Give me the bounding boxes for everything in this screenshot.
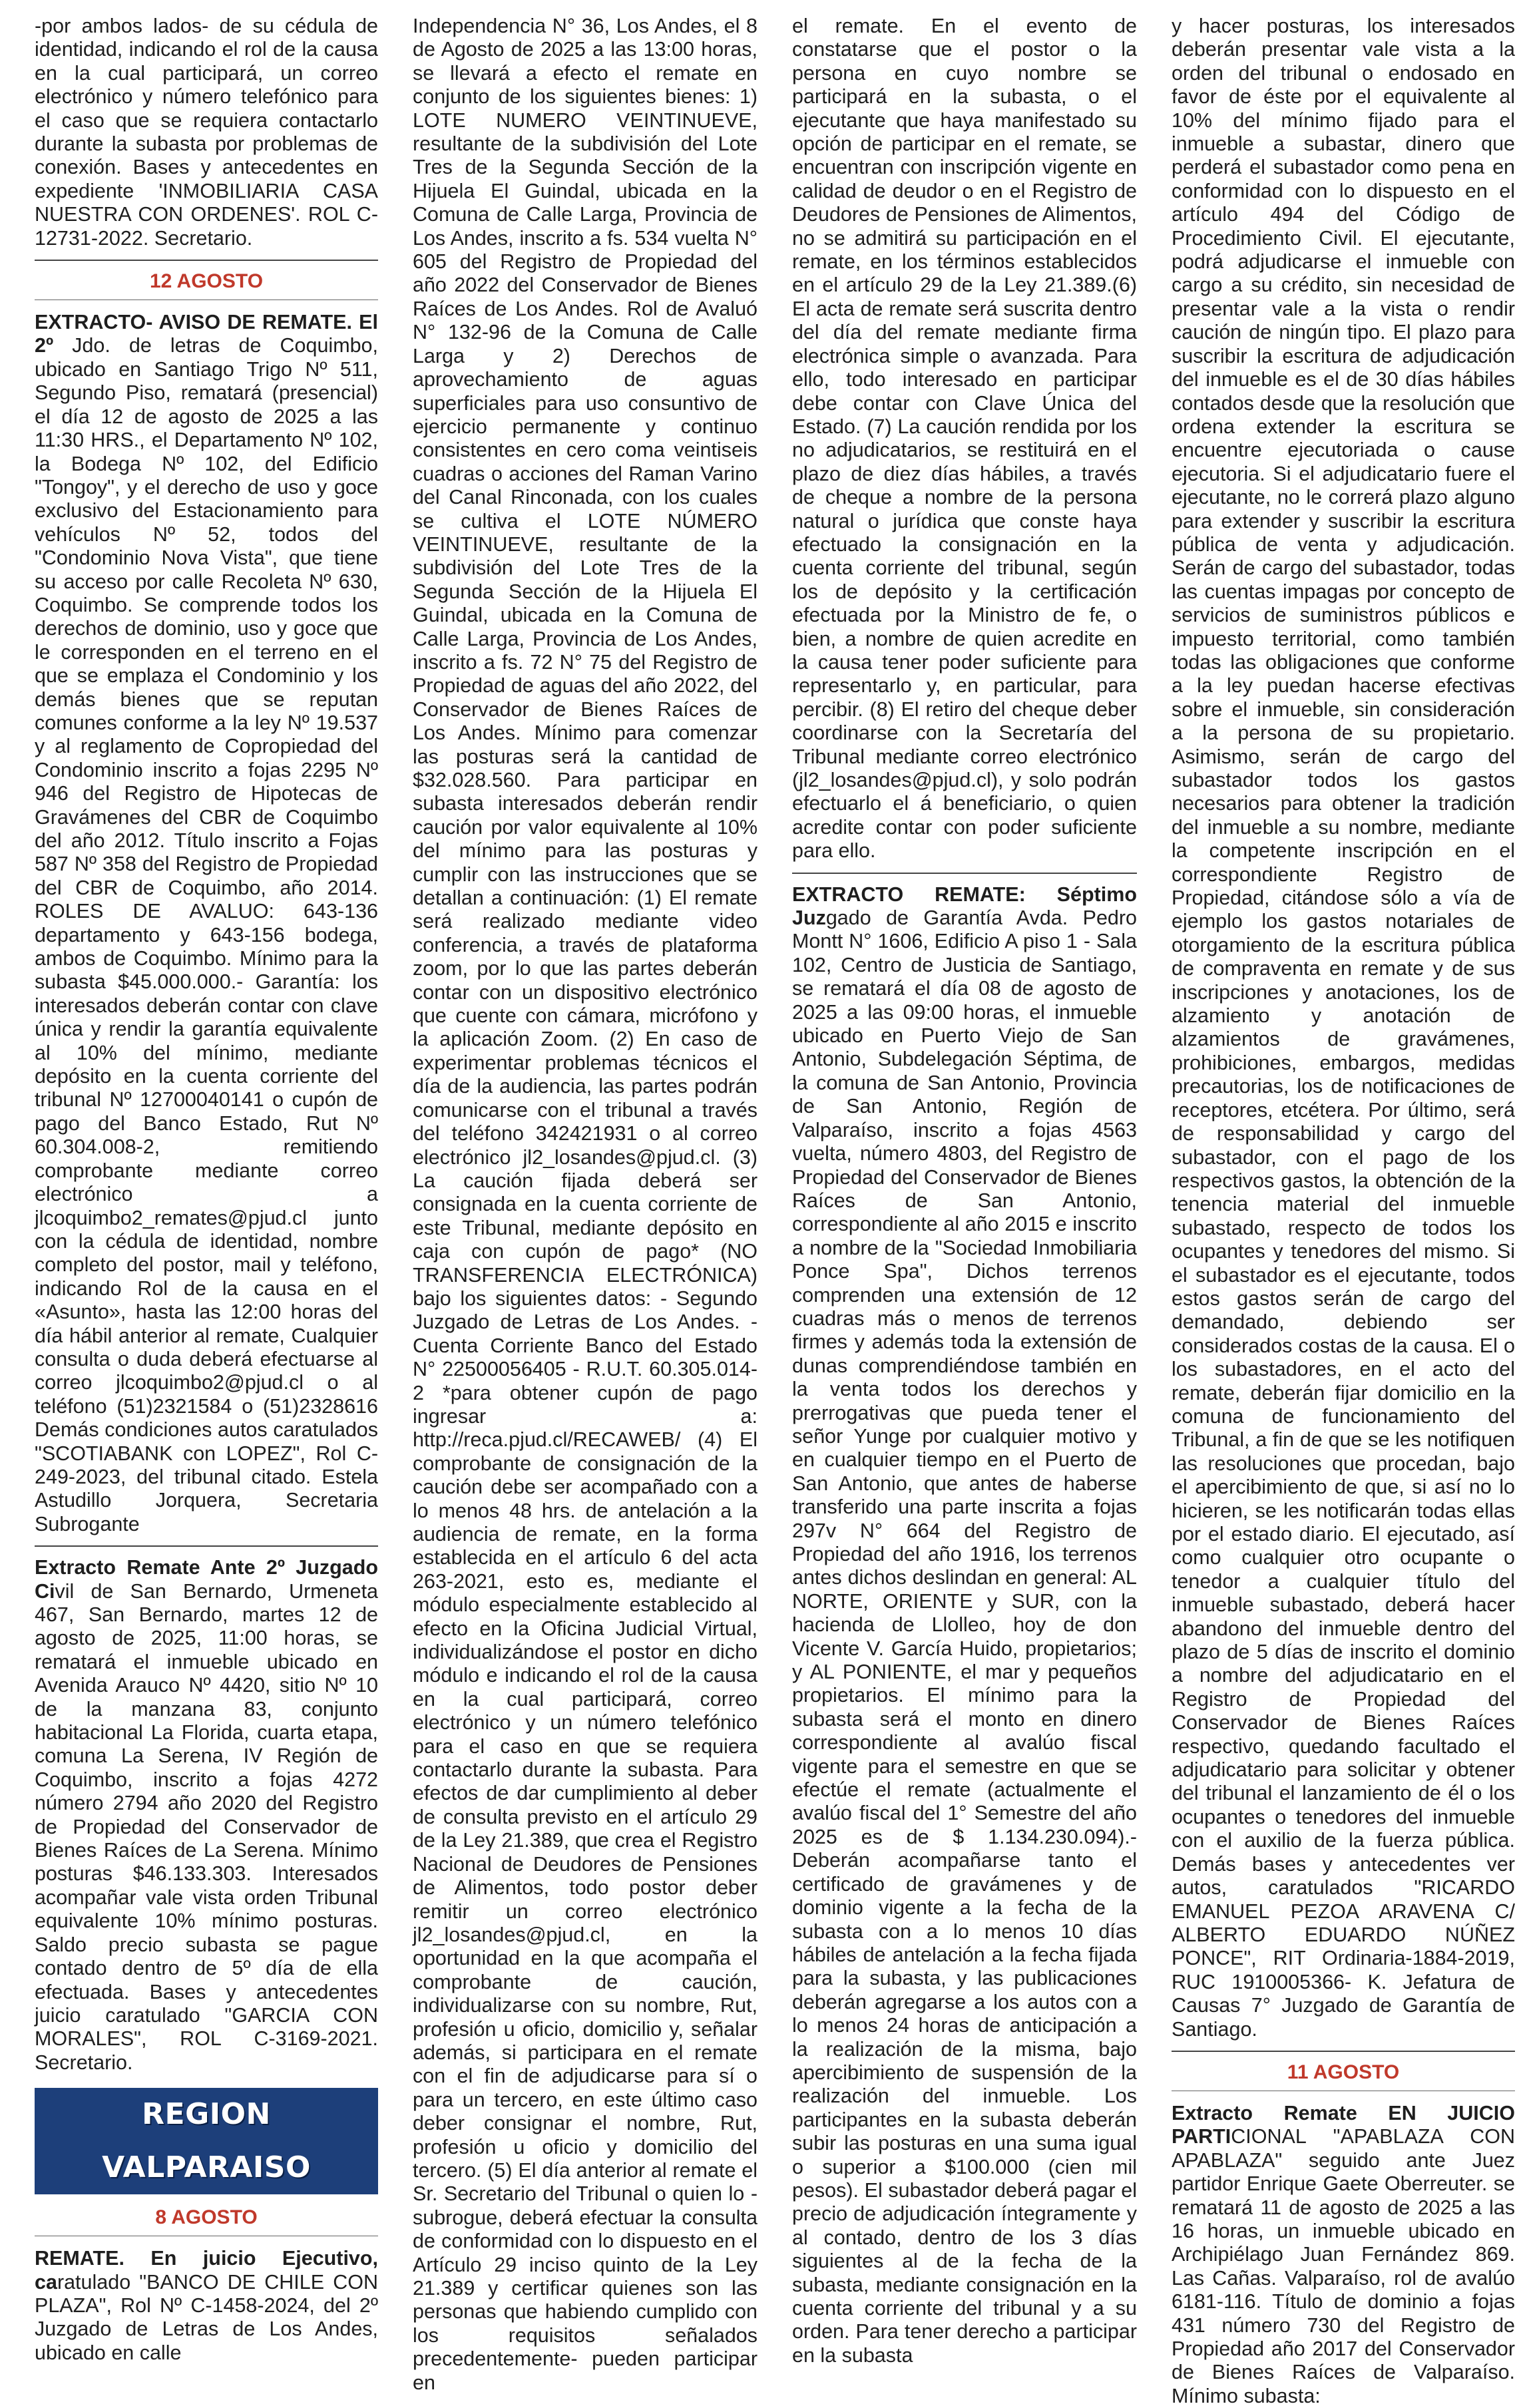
- notice-continuation: Independencia N° 36, Los Andes, el 8 de Agosto de 2025 a las 13:00 horas, se llevará a efecto el remate en conjunto de los siguientes bienes: 1) LOTE NUMERO VEINTINUEVE, resultante de la subdivisión del Lote Tres de la Segunda Sección de la Hijuela El Guindal, ubicada en la Comuna de Calle Larga, Provincia de Los Andes, inscrito a fs. 534 vuelta N° 605 del Registro de Propiedad del año 2022 del Conservador de Bienes Raíces de Los Andes. Rol de Avaluó N° 132-96 de la Comuna de Calle Larga y 2) Derechos de aprovechamiento de aguas superficiales para uso consuntivo de ejercicio permanente y continuo consistentes en cero coma veintiseis cuadras o acciones del Raman Varino del Canal Rinconada, con los cuales se cultiva el LOTE NÚMERO VEINTINUEVE, resultante de la subdivisión del Lote Tres de la Segunda Sección de la Hijuela El Guindal, ubicada en la Comuna de Calle Larga, Provincia de Los Andes, inscrito a fs. 72 N° 75 del Registro de Propiedad de aguas del año 2022, del Conservador de Bienes Raíces de Los Andes. Mínimo para comenzar las posturas será la cantidad de $32.028.560. Para participar en subasta interesados deberán rendir caución por valor equivalente al 10% del mínimo para las posturas y cumplir con las instrucciones que se detallan a continuación: (1) El remate será realizado mediante video conferencia, a través de plataforma zoom, por lo que las partes deberán contar con un dispositivo electrónico que cuente con cámara, micrófono y la aplicación Zoom. (2) En caso de experimentar problemas técnicos el día de la audiencia, las partes podrán comunicarse con el tribunal a través del teléfono 342421931 o al correo electrónico jl2_losandes@pjud.cl. (3) La caución fijada deberá ser consignada en la cuenta corriente de este Tribunal, mediante depósito en caja con cupón de pago* (NO TRANSFERENCIA ELECTRÓNICA) bajo los siguientes datos: - Segundo Juzgado de Letras de Los Andes. - Cuenta Corriente Banco del Estado N° 22500056405 - R.U.T. 60.305.014-2 *para obtener cupón de pago ingresar a: http://reca.pjud.cl/RECAWEB/ (4) El comprobante de consignación de la caución debe ser acompañado con a lo menos 48 hrs. de antelación a la audiencia de remate, en la forma establecida en el artículo 6 del acta 263-2021, esto es, mediante el módulo especialmente establecido al efecto en la Oficina Judicial Virtual, individualizándose el postor en dicho módulo e indicando el rol de la causa en la cual participará, correo electrónico y un número telefónico para el caso en que se requiera contactarlo durante la subasta. Para efectos de dar cumplimiento al deber de consulta previsto en el artículo 29 de la Ley 21.389, que crea el Registro Nacional de Deudores de Pensiones de Alimentos, todo postor deber remitir un correo electrónico jl2_losandes@pjud.cl, en la oportunidad en la que acompaña el comprobante de caución, individualizarse con su nombre, Rut, profesión u oficio, domicilio y, señalar además, si participara en el remate con el fin de adjudicarse para sí o para un tercero, en este último caso deber consignar el nombre, Rut, profesión u oficio y domicilio del tercero. (5) El día anterior al remate el Sr. Secretario del Tribunal o quien lo -subrogue, deberá efectuar la consulta de conformidad con lo dispuesto en el Artículo 29 inciso quinto de la Ley 21.389 y certificar quienes son las personas que habiendo cumplido con los requisitos señalados precedentemente- pueden participar en: [413, 15, 758, 2394]
- auction-notice: [35, 311, 378, 1536]
- notice-body: gado de Garantía Avda. Pedro Montt N° 1606, Edificio A piso 1 - Sala 102, Centro de Justicia de Santiago, se rematará el día 08 de agosto de 2025 a las 09:00 horas, el inmueble ubicado en Puerto Viejo de San Antonio, Subdelegación Séptima, de la comuna de San Antonio, Provincia de San Antonio, Región de Valparaíso, inscrito a fojas 4563 vuelta, número 4803, del Registro de Propiedad del Conservador de Bienes Raíces de San Antonio, correspondiente al año 2015 e inscrito a nombre de la "Sociedad Inmobiliaria Ponce Spa", Dichos terrenos comprenden una extensión de 12 cuadras más o menos de terrenos firmes y además toda la extensión de dunas comprendiéndose también en la venta todos los derechos y prerrogativas que pueda tener el señor Yunge por cualquier motivo y en cualquier tiempo en el Puerto de San Antonio, que antes de haberse transferido una parte inscrita a fojas 297v N° 664 del Registro de Propiedad del año 1916, los terrenos antes dichos deslindan en general: AL NORTE, ORIENTE y SUR, con la hacienda de Llolleo, hoy de don Vicente V. García Huido, propietarios; y AL PONIENTE, el mar y pequeños propietarios. El mínimo para la subasta será el monto en dinero correspondiente al avalúo fiscal vigente para el semestre en que se efectúe el remate (actualmente el avalúo fiscal del 1° Semestre del año 2025 es de $ 1.134.230.094).- Deberán acompañarse tanto el certificado de gravámenes y de dominio vigente a la fecha de la subasta con a lo menos 10 días hábiles de antelación a la fecha fijada para la subasta, y las publicaciones deberán agregarse a los autos con a lo menos 24 horas de anticipación a la realización de la misma, bajo apercibimiento de suspensión de la realización del inmueble. Los participantes en la subasta deberán subir las posturas en una suma igual o superior a $100.000 (cien mil pesos). El subastador deberá pagar el precio de adjudicación íntegramente y al contado, dentro de los 3 días siguientes al de la fecha de la subasta, mediante consignación en la cuenta corriente del tribunal y a su orden. Para tener derecho a participar en la subasta: [792, 906, 1137, 2367]
- notice-body: ratulado "BANCO DE CHILE CON PLAZA", Rol Nº C-1458-2024, del 2º Juzgado de Letras de Los Andes, ubicado en calle: [35, 2270, 378, 2364]
- divider: [35, 1545, 378, 1547]
- notice-body: Jdo. de letras de Coquimbo, ubicado en Santiago Trigo Nº 511, Segundo Piso, rematará (presencial) el día 12 de agosto de 2025 a las 11:30 HRS., el Departamento Nº 102, la Bodega Nº 102, del Edificio "Tongoy", y el derecho de uso y goce exclusivo del Estacionamiento para vehículos Nº 52, todos del "Condominio Nova Vista", que tiene su acceso por calle Recoleta Nº 630, Coquimbo. Se comprende todos los derechos de dominio, uso y goce que le corresponden en el terreno en el que se emplaza el Condominio y los demás bienes que se reputan comunes conforme a la ley Nº 19.537 y al reglamento de Copropiedad del Condominio inscrito a fojas 2295 Nº 946 del Registro de Hipotecas de Gravámenes del CBR de Coquimbo del año 2012. Título inscrito a Fojas 587 Nº 358 del Registro de Propiedad del CBR de Coquimbo, año 2014. ROLES DE AVALUO: 643-136 departamento y 643-156 bodega, ambos de Coquimbo. Mínimo para la subasta $45.000.000.- Garantía: los interesados deberán contar con clave única y rendir la garantía equivalente al 10% del mínimo, mediante depósito en la cuenta corriente del tribunal Nº 12700040141 o cupón de pago del Banco Estado, Rut Nº 60.304.008-2, remitiendo comprobante mediante correo electrónico a jlcoquimbo2_remates@pjud.cl junto con la cédula de identidad, nombre completo del postor, mail y teléfono, indicando Rol de la causa en el «Asunto», hasta las 12:00 horas del día hábil anterior al remate, Cualquier consulta o duda deberá efectuarse al correo jlcoquimbo2@pjud.cl o al teléfono (51)2321584 o (51)2328616 Demás condiciones autos caratulados "SCOTIABANK con LOPEZ", Rol C-249-2023, del tribunal citado. Estela Astudillo Jorquera, Secretaria Subrogante: [35, 334, 378, 1535]
- notice-lead: Extracto Remate EN JUICIO PARTI: [1172, 2101, 1515, 2148]
- notice-lead: EXTRACTO- AVISO DE REMATE. El 2º: [35, 311, 378, 357]
- auction-notice: [792, 883, 1137, 2368]
- date-heading: 8 AGOSTO: [155, 2206, 258, 2229]
- date-heading: 11 AGOSTO: [1287, 2061, 1400, 2083]
- column-2: [413, 15, 758, 2394]
- date-heading: 12 AGOSTO: [149, 270, 264, 293]
- column-1: [35, 15, 378, 2364]
- auction-notice: [35, 2247, 378, 2365]
- notice-body: CIONAL "APABLAZA CON APABLAZA" seguido ante Juez partidor Enrique Gaete Oberreuter. se rematará 11 de agosto de 2025 a las 16 horas, un inmueble ubicado en Archipiélago Juan Fernández 869. Las Cañas. Valparaíso, rol de avalúo 6181-116. Título de dominio a fojas 431 número 730 del Registro de Propiedad año 2017 del Conservador de Bienes Raíces de Valparaíso. Mínimo subasta:: [1172, 2125, 1515, 2407]
- notice-lead: Extracto Remate Ante 2º Juzgado Ci: [35, 1556, 378, 1603]
- divider: [792, 873, 1137, 874]
- column-3: [792, 15, 1137, 2367]
- column-4: [1172, 15, 1515, 2407]
- divider: [1172, 2051, 1515, 2052]
- divider: [35, 260, 378, 261]
- notice-lead: REMATE. En juicio Ejecutivo, ca: [35, 2247, 378, 2294]
- notice-lead: EXTRACTO REMATE: Séptimo Juz: [792, 883, 1137, 930]
- notice-body: vil de San Bernardo, Urmeneta 467, San Bernardo, martes 12 de agosto de 2025, 11:00 horas, se rematará el inmueble ubicado en Avenida Arauco Nº 4420, sitio Nº 10 de la manzana 83, conjunto habitacional La Florida, cuarta etapa, comuna La Serena, IV Región de Coquimbo, inscrito a fojas 4272 número 2794 año 2020 del Registro de Propiedad del Conservador de Bienes Raíces de La Serena. Mínimo posturas $46.133.303. Interesados acompañar vale vista orden Tribunal equivalente 10% mínimo posturas. Saldo precio subasta se pague contado dentro de 5º día de ella efectuada. Bases y antecedentes juicio caratulado "GARCIA CON MORALES", ROL C-3169-2021. Secretario.: [35, 1579, 378, 2074]
- auction-notice: [1172, 2102, 1515, 2408]
- region-banner: REGION VALPARAISO: [35, 2088, 378, 2194]
- notice-continuation: y hacer posturas, los interesados deberán presentar vale vista a la orden del tribunal o endosado en favor de éste por el equivalente al 10% del mínimo fijado para el inmueble a subastar, dinero que perderá el subastador como pena en conformidad con lo dispuesto en el artículo 494 del Código de Procedimiento Civil. El ejecutante, podrá adjudicarse el inmueble con cargo a su crédito, sin necesidad de presentar vale a la vista o rendir caución de ningún tipo. El plazo para suscribir la escritura de adjudicación del inmueble es el de 30 días hábiles contados desde que la resolución que ordena extender la escritura se encuentre ejecutoriada o cause ejecutoria. Si el adjudicatario fuere el ejecutante, no le correrá plazo alguno para extender y suscribir la escritura pública de venta y adjudicación. Serán de cargo del subastador, todas las cuentas impagas por concepto de servicios de suministros públicos e impuesto territorial, como también todas las obligaciones que conforme a la ley puedan hacerse efectivas sobre el inmueble, sin consideración a la persona de su propietario. Asimismo, serán de cargo del subastador todos los gastos necesarios para obtener la tradición del inmueble a su nombre, mediante la competente inscripción en el correspondiente Registro de Propiedad, citándose sólo a vía de ejemplo los gastos notariales de otorgamiento de la escritura pública de compraventa en remate y de sus inscripciones y anotaciones, los de alzamiento y anotación de alzamientos de gravámenes, prohibiciones, embargos, medidas precautorias, los de notificaciones de receptores, etcétera. Por último, será de responsabilidad y cargo del subastador, con el pago de los respectivos gastos, la obtención de la tenencia material del inmueble subastado, respecto de todos los ocupantes y tenedores del mismo. Si el subastador es el ejecutante, todos estos gastos serán de cargo del demandado, debiendo ser considerados costas de la causa. El o los subastadores, en el acto del remate, deberán fijar domicilio en la comuna de funcionamiento del Tribunal, a fin de que se les notifiquen las resoluciones que procedan, bajo el apercibimiento de que, si así no lo hicieren, se les notificarán todas ellas por el estado diario. El ejecutado, así como cualquier otro ocupante o tenedor a cualquier título del inmueble subastado, deberá hacer abandono del inmueble dentro del plazo de 5 días de inscrito el dominio a nombre del adjudicatario en el Registro de Propiedad del Conservador de Bienes Raíces respectivo, quedando facultado el adjudicatario para solicitar y obtener del tribunal el lanzamiento de él o los ocupantes o tenedores del inmueble con el auxilio de la fuerza pública. Demás bases y antecedentes ver autos, caratulados "RICARDO EMANUEL PEZOA ARAVENA C/ ALBERTO EDUARDO NÚÑEZ PONCE", RIT Ordinaria-1884-2019, RUC 1910005366- K. Jefatura de Causas 7° Juzgado de Garantía de Santiago.: [1172, 15, 1515, 2041]
- notice-continuation: -por ambos lados- de su cédula de identidad, indicando el rol de la causa en la cual participará, un correo electrónico y número telefónico para el caso que se requiera contactarlo durante la subasta por problemas de conexión. Bases y antecedentes en expediente 'INMOBILIARIA CASA NUESTRA CON ORDENES'. ROL C-12731-2022. Secretario.: [35, 15, 378, 250]
- notice-continuation: el remate. En el evento de constatarse que el postor o la persona en cuyo nombre se participará en la subasta, o el ejecutante que haya manifestado su opción de participar en el remate, se encuentran con inscripción vigente en calidad de deudor o en el Registro de Deudores de Pensiones de Alimentos, no se admitirá su participación en el remate, en los términos establecidos en el artículo 29 de la Ley 21.389.(6) El acta de remate será suscrita dentro del día del remate mediante firma electrónica simple o avanzada. Para ello, todo interesado en participar debe contar con Clave Única del Estado. (7) La caución rendida por los no adjudicatarios, se restituirá en el plazo de diez días hábiles, a través de cheque a nombre de la persona natural o jurídica que conste haya efectuado la consignación en la cuenta corriente del tribunal, según los de depósito y la certificación efectuada por la Ministro de fe, o bien, a nombre de quien acredite en la causa tener poder suficiente para representarlo y, en particular, para percibir. (8) El retiro del cheque deber coordinarse con la Secretaría del Tribunal mediante correo electrónico (jl2_losandes@pjud.cl), y solo podrán efectuarlo el á beneficiario, o quien acredite contar con poder suficiente para ello.: [792, 15, 1137, 863]
- auction-notice: [35, 1556, 378, 2075]
